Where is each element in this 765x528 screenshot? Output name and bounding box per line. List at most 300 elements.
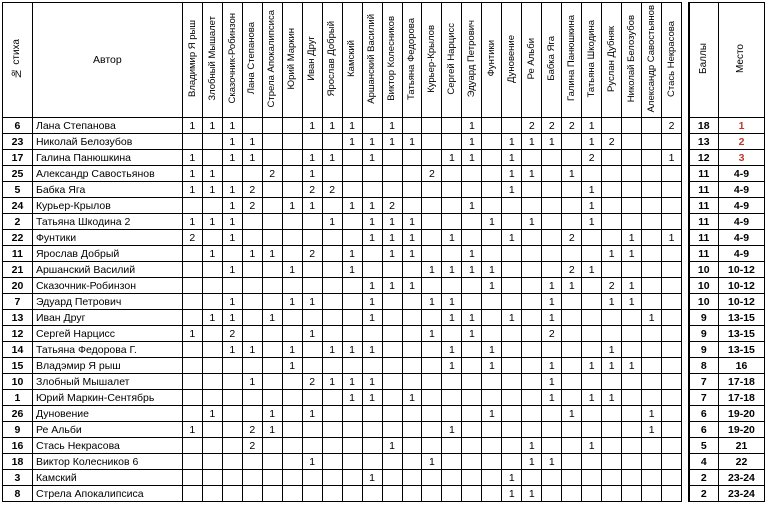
vote-cell: 1 <box>542 374 562 390</box>
author-name: Татьяна Федорова Г. <box>32 342 182 358</box>
vote-cell <box>402 310 422 326</box>
vote-cell <box>422 438 442 454</box>
vote-cell: 1 <box>322 342 342 358</box>
gap-cell <box>682 198 689 214</box>
vote-cell <box>502 454 522 470</box>
vote-cell <box>522 246 542 262</box>
author-name: Злобный Мышалет <box>32 374 182 390</box>
vote-cell <box>182 246 202 262</box>
vote-cell <box>242 118 262 134</box>
table-row <box>3 262 765 278</box>
vote-cell: 1 <box>342 390 362 406</box>
gap-cell <box>682 262 689 278</box>
vote-cell <box>482 326 502 342</box>
vote-cell <box>342 326 362 342</box>
vote-cell <box>422 278 442 294</box>
vote-cell <box>302 214 322 230</box>
vote-cell <box>582 310 602 326</box>
header-num: № стиха <box>3 3 33 118</box>
vote-cell <box>322 406 342 422</box>
vote-cell <box>562 470 582 486</box>
vote-cell: 2 <box>242 438 262 454</box>
vote-cell <box>482 374 502 390</box>
vote-cell <box>482 470 502 486</box>
vote-cell <box>402 406 422 422</box>
vote-cell: 1 <box>202 214 222 230</box>
vote-cell <box>322 470 342 486</box>
vote-cell <box>262 438 282 454</box>
vote-cell <box>622 486 642 502</box>
vote-cell: 1 <box>622 294 642 310</box>
vote-cell <box>502 198 522 214</box>
vote-cell <box>302 486 322 502</box>
table-row <box>3 326 765 342</box>
author-name: Сказочник-Робинзон <box>32 278 182 294</box>
vote-cell <box>222 422 242 438</box>
vote-cell: 2 <box>562 118 582 134</box>
author-name: Стрела Апокалипсиса <box>32 486 182 502</box>
vote-cell <box>222 358 242 374</box>
gap-cell <box>682 182 689 198</box>
vote-cell: 1 <box>342 118 362 134</box>
vote-cell <box>342 358 362 374</box>
vote-cell <box>202 294 222 310</box>
vote-cell <box>622 214 642 230</box>
table-row <box>3 342 765 358</box>
vote-cell <box>602 310 622 326</box>
vote-cell: 1 <box>222 198 242 214</box>
vote-cell: 1 <box>382 230 402 246</box>
vote-cell <box>282 374 302 390</box>
vote-cell <box>182 390 202 406</box>
vote-cell <box>462 166 482 182</box>
vote-cell: 1 <box>422 294 442 310</box>
vote-cell: 1 <box>302 326 322 342</box>
vote-cell <box>462 278 482 294</box>
vote-cell: 1 <box>222 118 242 134</box>
poem-number: 6 <box>3 118 33 134</box>
vote-cell <box>262 374 282 390</box>
vote-cell <box>322 294 342 310</box>
vote-cell <box>382 390 402 406</box>
vote-cell: 1 <box>402 134 422 150</box>
vote-cell: 1 <box>202 246 222 262</box>
vote-cell <box>642 390 662 406</box>
header-judge: Ярослав Добрый <box>322 3 342 118</box>
vote-cell <box>502 438 522 454</box>
header-judge: Курьер-Крылов <box>422 3 442 118</box>
vote-cell <box>242 486 262 502</box>
vote-cell <box>542 342 562 358</box>
vote-cell <box>382 486 402 502</box>
poem-number: 1 <box>3 390 33 406</box>
vote-cell <box>282 182 302 198</box>
vote-cell <box>442 454 462 470</box>
score-cell: 9 <box>689 342 719 358</box>
vote-cell: 1 <box>502 470 522 486</box>
vote-cell <box>562 198 582 214</box>
vote-cell: 1 <box>402 278 422 294</box>
vote-cell: 1 <box>462 134 482 150</box>
vote-cell <box>622 166 642 182</box>
author-name: Аршанский Василий <box>32 262 182 278</box>
vote-cell <box>662 262 682 278</box>
vote-cell <box>322 326 342 342</box>
place-cell: 17-18 <box>718 374 764 390</box>
score-cell: 9 <box>689 326 719 342</box>
vote-cell <box>282 214 302 230</box>
place-cell: 1 <box>718 118 764 134</box>
poem-number: 10 <box>3 374 33 390</box>
vote-cell <box>262 470 282 486</box>
vote-cell: 1 <box>622 358 642 374</box>
vote-cell <box>442 214 462 230</box>
author-name: Владэмир Я рыш <box>32 358 182 374</box>
poem-number: 24 <box>3 198 33 214</box>
vote-cell: 2 <box>242 182 262 198</box>
vote-cell <box>302 470 322 486</box>
vote-cell: 1 <box>302 454 322 470</box>
vote-cell <box>422 374 442 390</box>
vote-cell <box>602 230 622 246</box>
vote-cell <box>342 166 362 182</box>
vote-cell <box>562 246 582 262</box>
gap-cell <box>682 134 689 150</box>
vote-cell <box>182 470 202 486</box>
header-judge: Александр Савостьянов <box>642 3 662 118</box>
vote-cell <box>662 214 682 230</box>
vote-cell: 1 <box>402 214 422 230</box>
vote-cell: 1 <box>442 230 462 246</box>
author-name: Иван Друг <box>32 310 182 326</box>
vote-cell: 1 <box>482 278 502 294</box>
vote-cell <box>282 470 302 486</box>
vote-cell <box>262 454 282 470</box>
vote-cell <box>382 262 402 278</box>
vote-cell <box>462 390 482 406</box>
score-cell: 2 <box>689 470 719 486</box>
author-name: Татьяна Шкодина 2 <box>32 214 182 230</box>
vote-cell <box>222 246 242 262</box>
vote-cell: 1 <box>362 342 382 358</box>
vote-cell <box>382 422 402 438</box>
author-name: Эдуард Петрович <box>32 294 182 310</box>
vote-cell <box>542 422 562 438</box>
vote-cell: 1 <box>442 262 462 278</box>
vote-cell: 1 <box>422 262 442 278</box>
vote-cell <box>282 150 302 166</box>
vote-cell <box>622 182 642 198</box>
place-cell: 4-9 <box>718 230 764 246</box>
vote-cell <box>402 118 422 134</box>
vote-cell <box>642 454 662 470</box>
vote-cell <box>562 134 582 150</box>
vote-cell <box>222 454 242 470</box>
vote-cell: 1 <box>542 278 562 294</box>
vote-cell: 1 <box>602 390 622 406</box>
vote-cell <box>222 374 242 390</box>
table-row <box>3 150 765 166</box>
vote-cell: 1 <box>642 422 662 438</box>
vote-cell <box>362 262 382 278</box>
vote-cell <box>422 246 442 262</box>
vote-cell <box>542 438 562 454</box>
vote-cell <box>282 326 302 342</box>
header-judge: Стрела Апокалипсиса <box>262 3 282 118</box>
vote-cell: 1 <box>502 166 522 182</box>
vote-cell: 1 <box>362 470 382 486</box>
vote-cell <box>582 294 602 310</box>
author-name: Николай Белозубов <box>32 134 182 150</box>
vote-cell: 1 <box>502 182 522 198</box>
vote-cell <box>522 342 542 358</box>
header-judge: Руслан Дубняк <box>602 3 622 118</box>
place-cell: 17-18 <box>718 390 764 406</box>
vote-cell <box>542 214 562 230</box>
vote-cell <box>422 214 442 230</box>
vote-cell <box>662 198 682 214</box>
vote-cell: 1 <box>402 230 422 246</box>
place-cell: 22 <box>718 454 764 470</box>
header-judge: Стась Некрасова <box>662 3 682 118</box>
vote-cell: 1 <box>182 118 202 134</box>
vote-cell <box>462 214 482 230</box>
vote-cell: 1 <box>222 134 242 150</box>
vote-cell <box>302 262 322 278</box>
vote-cell <box>462 438 482 454</box>
vote-cell <box>522 358 542 374</box>
vote-cell <box>342 438 362 454</box>
vote-cell <box>402 166 422 182</box>
vote-cell: 1 <box>382 246 402 262</box>
vote-cell <box>362 486 382 502</box>
vote-cell <box>582 326 602 342</box>
vote-cell <box>582 470 602 486</box>
score-cell: 7 <box>689 390 719 406</box>
vote-cell: 1 <box>402 390 422 406</box>
vote-cell: 1 <box>582 438 602 454</box>
gap-cell <box>682 406 689 422</box>
vote-cell <box>582 454 602 470</box>
vote-cell <box>242 294 262 310</box>
header-judge: Фунтики <box>482 3 502 118</box>
vote-cell <box>522 470 542 486</box>
vote-cell: 1 <box>522 134 542 150</box>
vote-cell: 1 <box>482 406 502 422</box>
vote-cell: 2 <box>262 166 282 182</box>
vote-cell <box>382 374 402 390</box>
vote-cell <box>302 390 322 406</box>
vote-cell <box>262 358 282 374</box>
score-cell: 7 <box>689 374 719 390</box>
vote-cell <box>442 486 462 502</box>
vote-cell <box>542 230 562 246</box>
vote-cell <box>442 390 462 406</box>
vote-cell <box>402 454 422 470</box>
vote-cell <box>462 294 482 310</box>
vote-cell <box>562 422 582 438</box>
vote-cell: 1 <box>222 342 242 358</box>
vote-cell <box>202 278 222 294</box>
vote-cell: 1 <box>482 262 502 278</box>
gap-cell <box>682 214 689 230</box>
vote-cell <box>582 374 602 390</box>
vote-cell <box>202 150 222 166</box>
vote-cell <box>562 486 582 502</box>
vote-cell <box>362 118 382 134</box>
vote-cell: 1 <box>342 198 362 214</box>
vote-cell <box>262 198 282 214</box>
vote-cell <box>422 358 442 374</box>
vote-cell: 2 <box>562 262 582 278</box>
vote-cell <box>562 294 582 310</box>
vote-cell <box>602 374 622 390</box>
header-score: Баллы <box>689 3 719 118</box>
vote-cell: 1 <box>362 310 382 326</box>
vote-cell <box>202 438 222 454</box>
vote-cell <box>622 374 642 390</box>
vote-cell <box>322 246 342 262</box>
vote-cell <box>202 358 222 374</box>
vote-cell <box>622 118 642 134</box>
header-judge: Сказочник-Робинзон <box>222 3 242 118</box>
vote-cell <box>282 486 302 502</box>
score-cell: 10 <box>689 278 719 294</box>
vote-cell <box>262 390 282 406</box>
vote-cell <box>222 438 242 454</box>
poem-number: 2 <box>3 214 33 230</box>
vote-cell: 1 <box>462 262 482 278</box>
place-cell: 21 <box>718 438 764 454</box>
vote-cell <box>182 486 202 502</box>
vote-cell <box>182 454 202 470</box>
vote-cell: 2 <box>302 374 322 390</box>
vote-cell <box>502 294 522 310</box>
vote-cell <box>282 406 302 422</box>
vote-cell: 1 <box>382 214 402 230</box>
vote-cell <box>302 342 322 358</box>
header-judge: Лана Степанова <box>242 3 262 118</box>
table-row <box>3 406 765 422</box>
score-cell: 11 <box>689 182 719 198</box>
vote-cell <box>602 166 622 182</box>
vote-cell <box>402 262 422 278</box>
vote-cell: 1 <box>462 118 482 134</box>
vote-cell <box>402 342 422 358</box>
vote-cell: 1 <box>582 390 602 406</box>
vote-cell <box>322 358 342 374</box>
vote-cell <box>202 454 222 470</box>
vote-cell: 1 <box>222 294 242 310</box>
vote-cell: 1 <box>362 278 382 294</box>
vote-cell <box>442 278 462 294</box>
header-judge: Иван Друг <box>302 3 322 118</box>
vote-cell: 1 <box>242 150 262 166</box>
vote-cell <box>342 150 362 166</box>
vote-cell <box>442 134 462 150</box>
vote-cell <box>242 454 262 470</box>
vote-cell <box>402 358 422 374</box>
vote-cell <box>202 486 222 502</box>
vote-cell <box>582 486 602 502</box>
vote-cell <box>482 118 502 134</box>
author-name: Галина Панюшкина <box>32 150 182 166</box>
table-row <box>3 246 765 262</box>
vote-cell: 2 <box>222 326 242 342</box>
score-cell: 6 <box>689 422 719 438</box>
vote-cell: 1 <box>222 182 242 198</box>
vote-cell <box>462 358 482 374</box>
vote-cell: 1 <box>542 454 562 470</box>
vote-cell <box>342 470 362 486</box>
vote-cell <box>642 150 662 166</box>
author-name: Бабка Яга <box>32 182 182 198</box>
vote-cell: 1 <box>522 486 542 502</box>
score-cell: 10 <box>689 294 719 310</box>
vote-cell: 2 <box>382 198 402 214</box>
vote-cell: 1 <box>182 182 202 198</box>
vote-cell: 1 <box>202 118 222 134</box>
vote-cell <box>442 326 462 342</box>
place-cell: 10-12 <box>718 294 764 310</box>
vote-cell <box>462 230 482 246</box>
vote-cell <box>562 374 582 390</box>
vote-cell: 1 <box>622 278 642 294</box>
vote-cell: 1 <box>382 134 402 150</box>
vote-cell <box>442 438 462 454</box>
vote-cell: 1 <box>462 150 482 166</box>
poem-number: 13 <box>3 310 33 326</box>
vote-cell <box>382 406 402 422</box>
vote-cell: 1 <box>202 166 222 182</box>
vote-cell <box>242 406 262 422</box>
gap-cell <box>682 326 689 342</box>
vote-cell: 1 <box>302 118 322 134</box>
vote-cell <box>522 310 542 326</box>
gap-cell <box>682 374 689 390</box>
vote-cell <box>422 406 442 422</box>
table-row <box>3 118 765 134</box>
table-row <box>3 198 765 214</box>
poem-number: 14 <box>3 342 33 358</box>
vote-cell <box>502 358 522 374</box>
vote-cell <box>402 294 422 310</box>
gap-cell <box>682 470 689 486</box>
vote-cell: 2 <box>542 118 562 134</box>
author-name: Александр Савостьянов <box>32 166 182 182</box>
vote-cell: 2 <box>422 166 442 182</box>
vote-cell: 1 <box>402 246 422 262</box>
vote-cell <box>602 214 622 230</box>
poem-number: 3 <box>3 470 33 486</box>
vote-cell <box>402 438 422 454</box>
vote-cell <box>202 326 222 342</box>
vote-cell: 2 <box>562 230 582 246</box>
vote-cell <box>342 486 362 502</box>
header-judge: Сергей Нарцисс <box>442 3 462 118</box>
author-name: Камский <box>32 470 182 486</box>
vote-cell <box>522 326 542 342</box>
vote-cell <box>322 310 342 326</box>
vote-cell <box>462 182 482 198</box>
vote-cell <box>302 278 322 294</box>
vote-cell: 1 <box>282 294 302 310</box>
vote-cell: 1 <box>282 342 302 358</box>
gap-cell <box>682 438 689 454</box>
vote-cell: 1 <box>222 310 242 326</box>
vote-cell <box>182 438 202 454</box>
vote-cell <box>322 278 342 294</box>
